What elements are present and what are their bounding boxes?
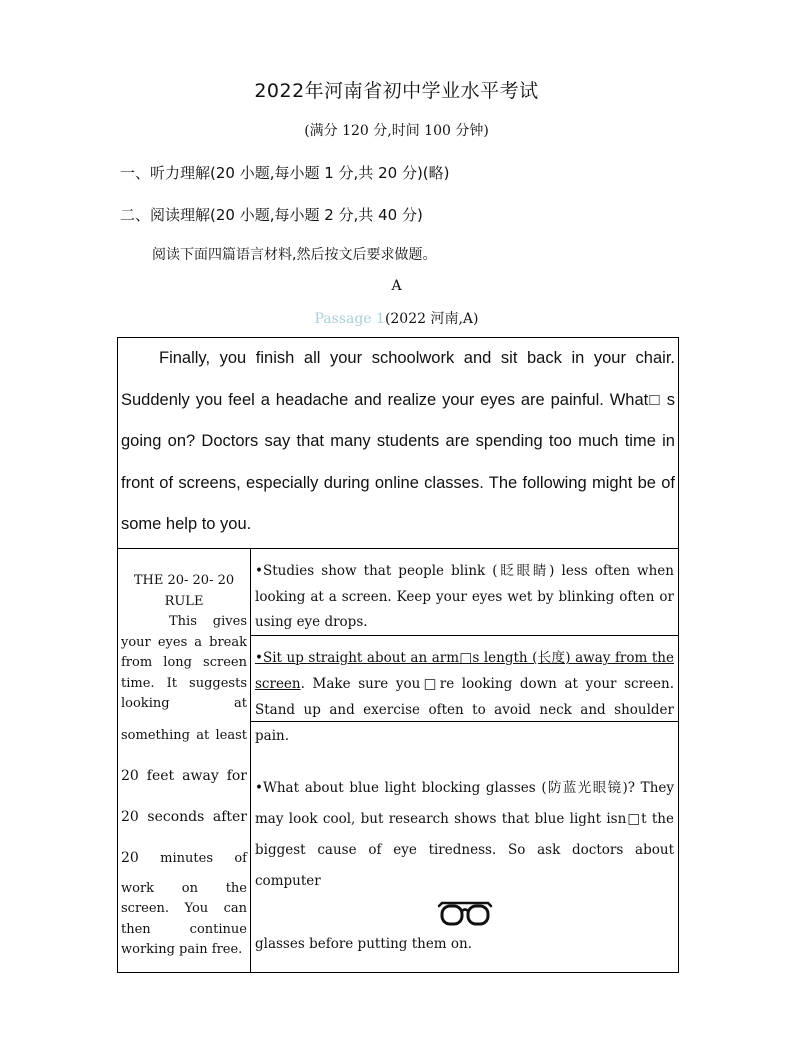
exam-subtitle: (满分 120 分,时间 100 分钟) (304, 123, 489, 139)
tip-blue-light-text-b: glasses before putting them on. (255, 936, 473, 952)
intro-text: Finally, you finish all your schoolwork and sit back in your chair. Suddenly you feel a headache and realize your eyes are painful. What□ s going on? Doctors say that many students are spending too much time in front of screens, especially during online classes. The following might be of some help to you. (121, 349, 675, 533)
rule-title (121, 571, 247, 612)
passage-source-line (0, 308, 793, 328)
passage-source: (2022 河南,A) (384, 311, 479, 327)
tip-blue-light (250, 721, 679, 973)
tip-posture-underlined: •Sit up straight about an arm□s length (长度) away from the screen (255, 650, 674, 692)
rule-num-2: 20 (121, 808, 139, 825)
rule-title-line2: RULE (164, 593, 204, 609)
intro-box (117, 337, 679, 549)
rule-text-a: This gives your eyes a break from long screen time. It suggests looking at something at least (121, 614, 247, 743)
exam-title: 2022年河南省初中学业水平考试 (254, 80, 539, 102)
tip-posture-rest: . Make sure you□re looking down at your screen. Stand up and exercise often to avoid neck and shoulder pain. (255, 676, 674, 744)
rule-num-1: 20 (121, 767, 139, 784)
rule-text-d: minutes of work on the screen. You can then continue working pain free. (121, 850, 247, 957)
rule-text-b: feet away for (138, 767, 247, 784)
rule-title-line1: THE 20- 20- 20 (133, 573, 235, 588)
section-reading: 二、阅读理解(20 小题,每小题 2 分,共 40 分) (120, 206, 423, 224)
passage-ghost-label: Passage 1 (314, 311, 385, 327)
rule-text (121, 612, 247, 961)
part-label: A (391, 278, 402, 294)
rule-column (117, 548, 251, 973)
reading-instruction: 阅读下面四篇语言材料,然后按文后要求做题。 (152, 247, 437, 263)
tip-blue-light-text-a: •What about blue light blocking glasses (防蓝光眼镜)? They may look cool, but research shows that blue light isn□t the biggest cause of eye tiredness. So ask doctors about computer (255, 780, 674, 889)
rule-num-3: 20 (121, 849, 139, 866)
tip-posture (250, 635, 679, 744)
rule-text-c: seconds after (138, 808, 247, 825)
glasses-icon (436, 899, 494, 929)
section-listening: 一、听力理解(20 小题,每小题 1 分,共 20 分)(略) (120, 164, 450, 182)
tip-blinking: •Studies show that people blink (眨眼睛) less often when looking at a screen. Keep your eyes wet by blinking often or using eye drops. (250, 548, 679, 636)
